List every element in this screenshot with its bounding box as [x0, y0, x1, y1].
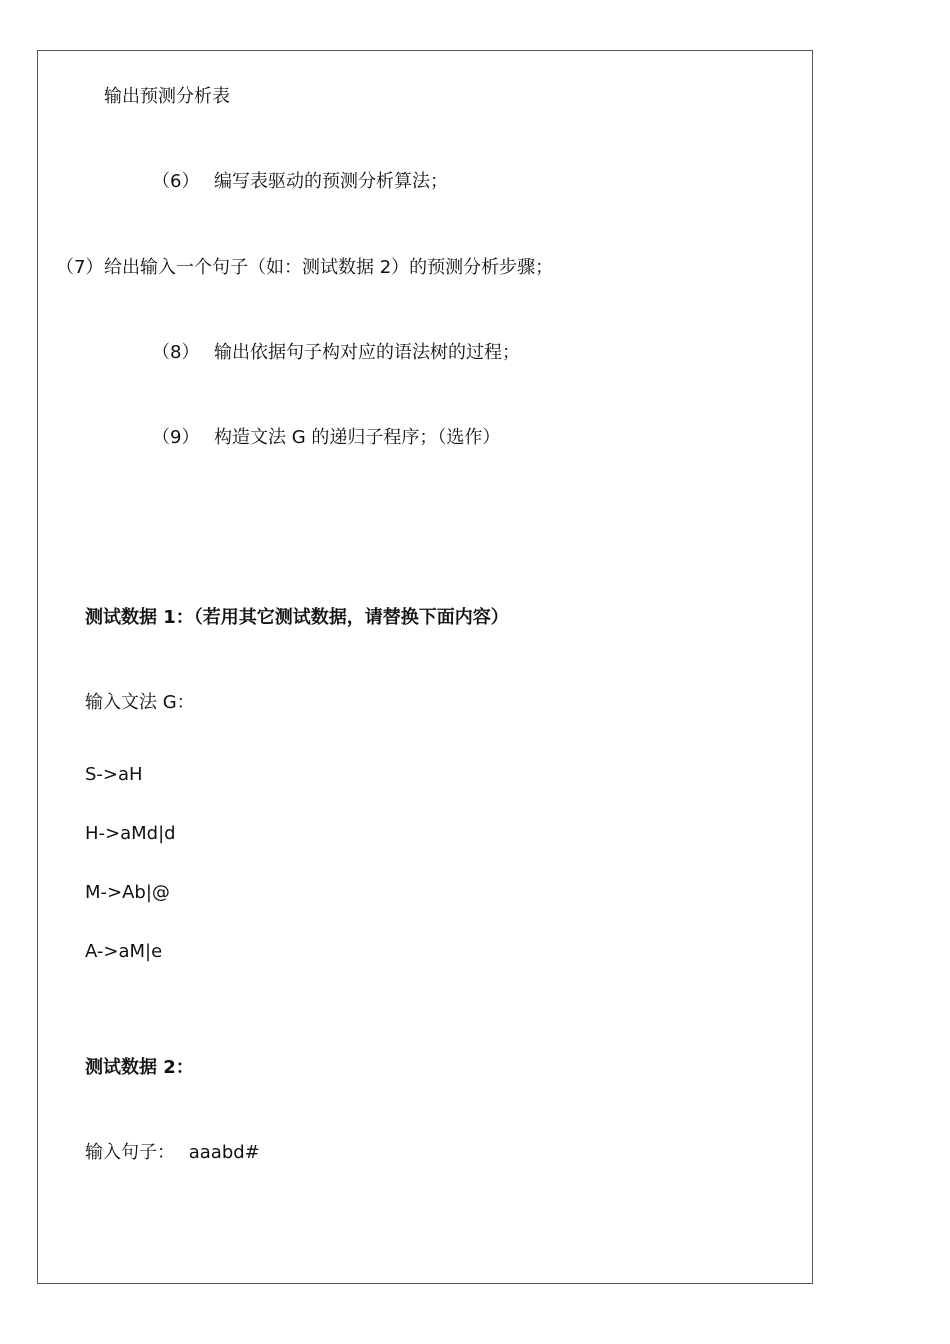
- step-9: [152, 426, 500, 450]
- grammar-rule: M->Ab|@: [85, 882, 170, 903]
- step-6-text: 编写表驱动的预测分析算法；: [214, 171, 448, 192]
- step-8: [152, 341, 520, 365]
- step-7: [56, 256, 553, 280]
- sentence-line: [85, 1141, 260, 1165]
- document-frame: [37, 50, 813, 1284]
- step-6: [152, 170, 448, 194]
- test-data-1-heading: 测试数据 1：（若用其它测试数据，请替换下面内容）: [85, 607, 509, 628]
- step-9-text: 构造文法 G 的递归子程序；（选作）: [214, 427, 501, 448]
- sentence-label: 输入句子：: [85, 1142, 175, 1163]
- step-6-number: （6）: [152, 171, 200, 192]
- grammar-label: 输入文法 G：: [85, 692, 195, 713]
- step-output-table: 输出预测分析表: [104, 86, 230, 107]
- grammar-rule: A->aM|e: [85, 941, 163, 962]
- grammar-rule: S->aH: [85, 764, 143, 785]
- test-data-2-heading: 测试数据 2：: [85, 1057, 194, 1078]
- step-7-text: 给出输入一个句子（如：测试数据 2）的预测分析步骤；: [104, 257, 554, 278]
- grammar-rule: H->aMd|d: [85, 823, 176, 844]
- step-8-text: 输出依据句子构对应的语法树的过程；: [214, 342, 520, 363]
- sentence-value: aaabd#: [188, 1142, 260, 1163]
- step-8-number: （8）: [152, 342, 200, 363]
- step-9-number: （9）: [152, 427, 200, 448]
- step-7-number: （7）: [56, 257, 104, 278]
